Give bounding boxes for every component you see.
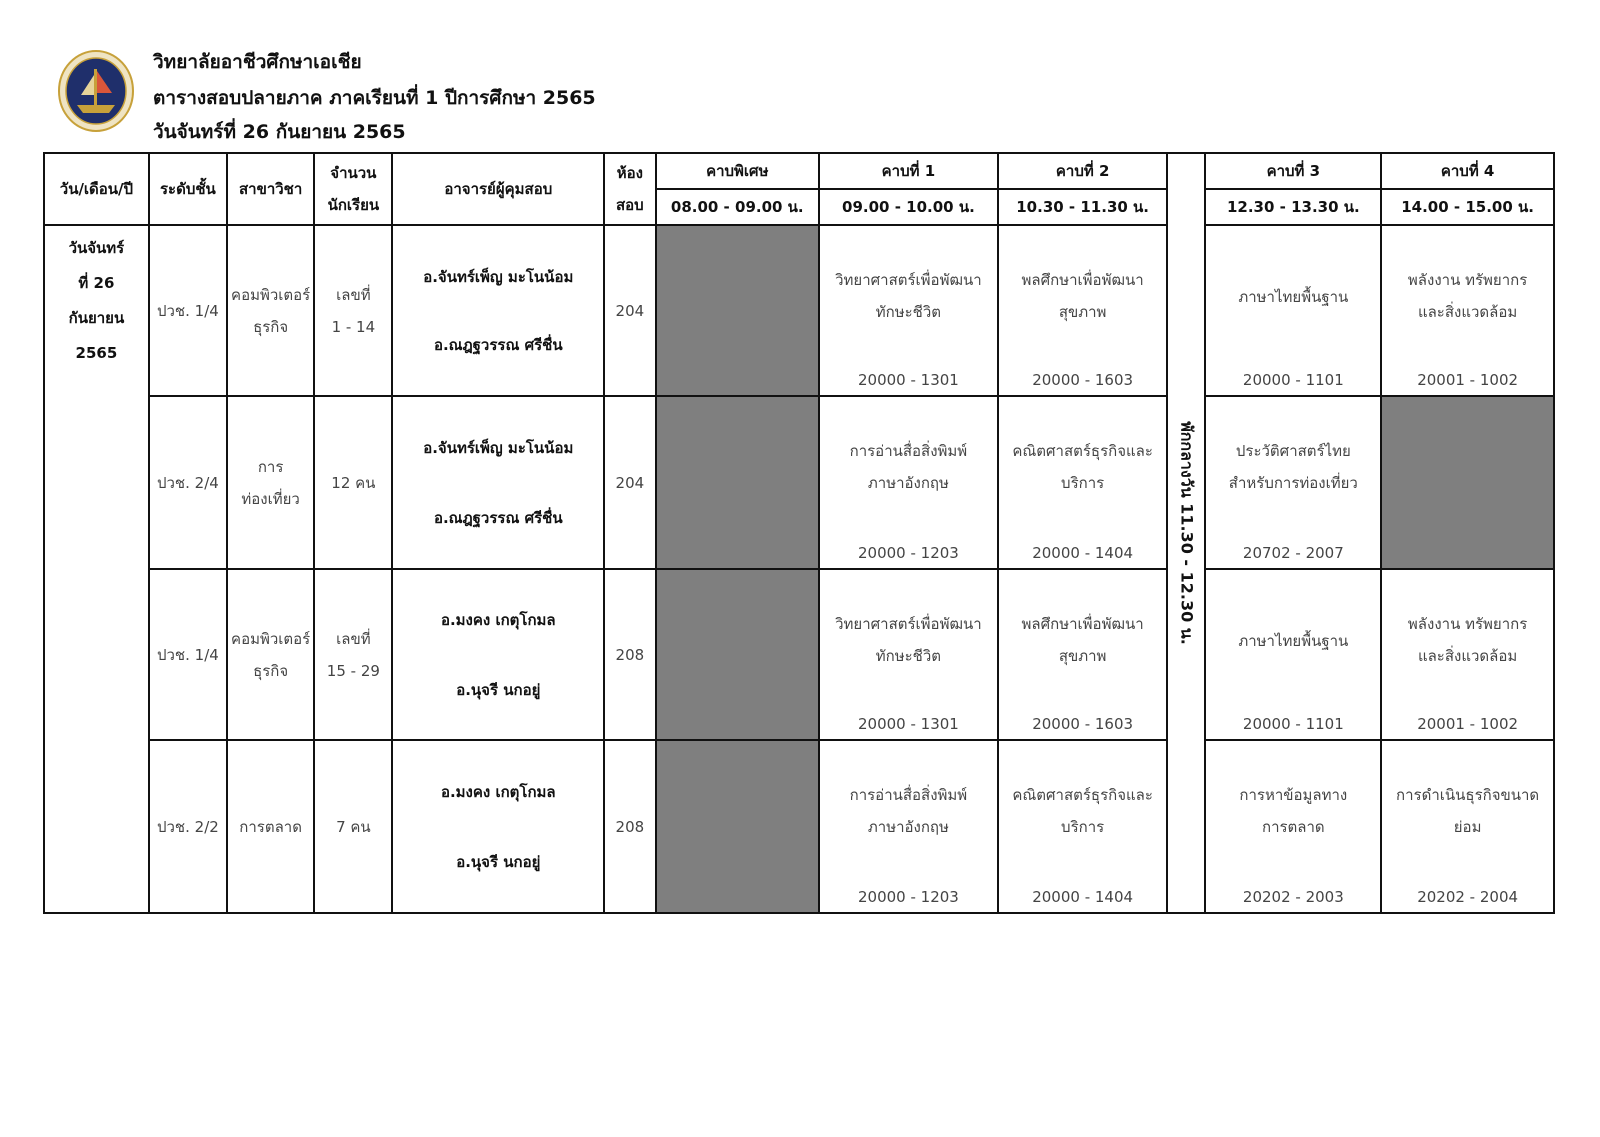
proctor-name: อ.นุจรี นกอยู่ [456, 852, 541, 871]
subject-cell-p4 [1381, 740, 1554, 913]
subject-name: การอ่านสื่อสิ่งพิมพ์ [849, 442, 968, 460]
count-cell [314, 569, 392, 740]
level-cell: ปวช. 1/4 [149, 225, 227, 396]
count-cell [314, 225, 392, 396]
subject-name: พลศึกษาเพื่อพัฒนา [1021, 271, 1144, 289]
count-line: 12 คน [331, 473, 376, 492]
proctor-cell [392, 396, 604, 569]
college-logo [57, 49, 135, 133]
subject-name: และสิ่งแวดล้อม [1417, 303, 1518, 321]
subject-name: บริการ [1061, 474, 1105, 492]
room-cell: 204 [604, 396, 655, 569]
subject-code: 20000 - 1101 [1242, 715, 1344, 733]
shaded-empty-cell [1381, 396, 1554, 569]
major-cell [227, 569, 314, 740]
major-line: คอมพิวเตอร์ [231, 629, 311, 648]
exam-schedule-table [43, 152, 1555, 914]
subject-name: พลังงาน ทรัพยากร [1407, 615, 1528, 633]
subject-cell-p4 [1381, 569, 1554, 740]
major-line: ธุรกิจ [253, 317, 289, 336]
period-special-time: 08.00 - 09.00 น. [656, 189, 819, 225]
subject-name: สุขภาพ [1058, 303, 1107, 321]
subject-cell-p3 [1205, 740, 1381, 913]
major-cell [227, 225, 314, 396]
col-count-line1: จำนวน [330, 164, 377, 182]
proctor-name: อ.จันทร์เพ็ญ มะโนน้อม [423, 438, 574, 457]
subject-name: ภาษาอังกฤษ [867, 474, 949, 492]
subject-cell-p3 [1205, 225, 1381, 396]
subject-code: 20202 - 2003 [1242, 888, 1344, 906]
subject-code: 20702 - 2007 [1242, 544, 1344, 562]
subject-name: สำหรับการท่องเที่ยว [1228, 474, 1358, 492]
table-row [44, 396, 1554, 569]
subject-name: ทักษะชีวิต [875, 647, 942, 665]
shaded-empty-cell [656, 740, 819, 913]
subject-cell-p1 [819, 569, 998, 740]
subject-name: การอ่านสื่อสิ่งพิมพ์ [849, 786, 968, 804]
subject-name: การดำเนินธุรกิจขนาด [1396, 786, 1540, 804]
subject-cell-p1 [819, 740, 998, 913]
subject-name: ภาษาอังกฤษ [867, 818, 949, 836]
proctor-name: อ.ณฎฐวรรณ ศรีชื่น [433, 508, 563, 527]
subject-name: วิทยาศาสตร์เพื่อพัฒนา [835, 271, 982, 289]
major-line: ท่องเที่ยว [241, 489, 300, 508]
room-cell: 208 [604, 569, 655, 740]
subject-cell-p2 [998, 396, 1168, 569]
subject-code: 20000 - 1101 [1242, 371, 1344, 389]
header-row-1 [44, 153, 1554, 189]
subject-code: 20000 - 1603 [1032, 715, 1134, 733]
subject-code: 20000 - 1301 [857, 715, 959, 733]
count-cell [314, 740, 392, 913]
count-line: เลขที่ [336, 285, 371, 304]
period-1-time: 09.00 - 10.00 น. [819, 189, 998, 225]
shaded-empty-cell [656, 569, 819, 740]
subject-cell-p1 [819, 396, 998, 569]
subject-cell-p2 [998, 225, 1168, 396]
subject-name: บริการ [1061, 818, 1105, 836]
subject-name: คณิตศาสตร์ธุรกิจและ [1012, 442, 1153, 460]
proctor-cell [392, 569, 604, 740]
subject-name: การตลาด [1262, 818, 1325, 836]
subject-code: 20000 - 1203 [857, 544, 959, 562]
subject-name: คณิตศาสตร์ธุรกิจและ [1012, 786, 1153, 804]
major-cell [227, 740, 314, 913]
period-2-time: 10.30 - 11.30 น. [998, 189, 1168, 225]
major-line: คอมพิวเตอร์ [231, 285, 311, 304]
subject-name: ประวัติศาสตร์ไทย [1235, 442, 1351, 460]
college-name: วิทยาลัยอาชีวศึกษาเอเชีย [153, 51, 362, 73]
level-cell: ปวช. 1/4 [149, 569, 227, 740]
period-special-name: คาบพิเศษ [656, 153, 819, 189]
subject-name: และสิ่งแวดล้อม [1417, 647, 1518, 665]
period-2-name: คาบที่ 2 [998, 153, 1168, 189]
subject-cell-p3 [1205, 396, 1381, 569]
shaded-empty-cell [656, 225, 819, 396]
date-cell [44, 225, 149, 913]
proctor-name: อ.ณฎฐวรรณ ศรีชื่น [433, 335, 563, 354]
period-3-time: 12.30 - 13.30 น. [1205, 189, 1381, 225]
subject-name: วิทยาศาสตร์เพื่อพัฒนา [835, 615, 982, 633]
subject-cell-p2 [998, 569, 1168, 740]
proctor-cell [392, 740, 604, 913]
level-cell: ปวช. 2/4 [149, 396, 227, 569]
subject-name: พลังงาน ทรัพยากร [1407, 271, 1528, 289]
count-line: 15 - 29 [326, 661, 380, 680]
col-date: วัน/เดือน/ปี [44, 153, 149, 225]
count-line: เลขที่ [336, 629, 371, 648]
major-line: ธุรกิจ [253, 661, 289, 680]
subject-name: ย่อม [1453, 818, 1482, 836]
col-major: สาขาวิชา [227, 153, 314, 225]
count-line: 1 - 14 [331, 317, 376, 336]
subject-name: สุขภาพ [1058, 647, 1107, 665]
period-4-name: คาบที่ 4 [1381, 153, 1554, 189]
subject-cell-p1 [819, 225, 998, 396]
period-1-name: คาบที่ 1 [819, 153, 998, 189]
subject-code: 20001 - 1002 [1417, 715, 1519, 733]
proctor-name: อ.จันทร์เพ็ญ มะโนน้อม [423, 267, 574, 286]
subject-code: 20202 - 2004 [1417, 888, 1519, 906]
col-count [314, 153, 392, 225]
subject-code: 20000 - 1203 [857, 888, 959, 906]
col-room [604, 153, 655, 225]
period-4-time: 14.00 - 15.00 น. [1381, 189, 1554, 225]
schedule-title: ตารางสอบปลายภาค ภาคเรียนที่ 1 ปีการศึกษา 2565 [153, 87, 596, 109]
date-line: ที่ 26 [78, 274, 115, 292]
col-level: ระดับชั้น [149, 153, 227, 225]
proctor-name: อ.นุจรี นกอยู่ [456, 680, 541, 699]
proctor-name: อ.มงคง เกตุโกมล [440, 782, 556, 801]
subject-code: 20000 - 1404 [1032, 544, 1134, 562]
room-cell: 204 [604, 225, 655, 396]
lunch-break-label: พักกลางวัน 11.30 - 12.30 น. [1177, 421, 1197, 645]
subject-name: พลศึกษาเพื่อพัฒนา [1021, 615, 1144, 633]
subject-code: 20000 - 1301 [857, 371, 959, 389]
schedule-date: วันจันทร์ที่ 26 กันยายน 2565 [153, 121, 406, 143]
date-line: กันยายน [68, 309, 125, 327]
major-line: การตลาด [239, 817, 302, 836]
lunch-break-cell [1167, 153, 1205, 913]
col-room-line2: สอบ [616, 196, 644, 214]
date-line: 2565 [75, 344, 118, 362]
shaded-empty-cell [656, 396, 819, 569]
col-room-line1: ห้อง [616, 164, 643, 182]
subject-name: ทักษะชีวิต [875, 303, 942, 321]
subject-cell-p2 [998, 740, 1168, 913]
subject-code: 20000 - 1404 [1032, 888, 1134, 906]
col-count-line2: นักเรียน [327, 196, 380, 214]
major-line: การ [257, 457, 284, 476]
proctor-name: อ.มงคง เกตุโกมล [440, 610, 556, 629]
subject-code: 20000 - 1603 [1032, 371, 1134, 389]
col-proctor: อาจารย์ผู้คุมสอบ [392, 153, 604, 225]
proctor-cell [392, 225, 604, 396]
subject-cell-p4 [1381, 225, 1554, 396]
table-row [44, 225, 1554, 396]
date-line: วันจันทร์ [68, 239, 125, 257]
subject-cell-p3 [1205, 569, 1381, 740]
major-cell [227, 396, 314, 569]
subject-name: ภาษาไทยพื้นฐาน [1238, 288, 1349, 306]
count-cell [314, 396, 392, 569]
level-cell: ปวช. 2/2 [149, 740, 227, 913]
room-cell: 208 [604, 740, 655, 913]
count-line: 7 คน [336, 817, 371, 836]
subject-name: การหาข้อมูลทาง [1239, 786, 1348, 804]
subject-code: 20001 - 1002 [1417, 371, 1519, 389]
table-row [44, 740, 1554, 913]
period-3-name: คาบที่ 3 [1205, 153, 1381, 189]
table-row [44, 569, 1554, 740]
subject-name: ภาษาไทยพื้นฐาน [1238, 632, 1349, 650]
